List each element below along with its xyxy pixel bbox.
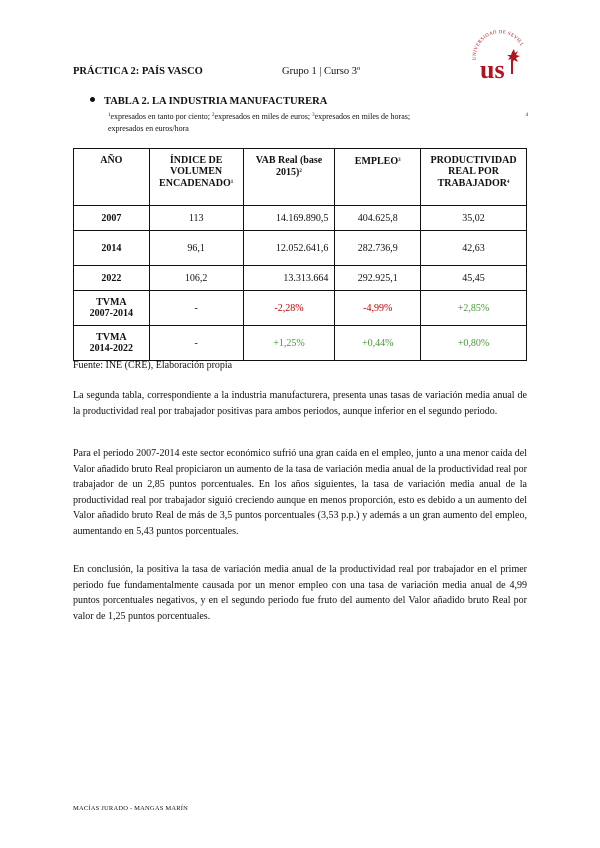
table-cell: +1,25% [243,326,335,361]
table-cell: +0,80% [421,326,527,361]
group-course: Grupo 1 | Curso 3º [282,66,361,77]
table-cell: 113 [149,206,243,231]
table-header-row [74,149,527,206]
logo-text: UNIVERSIDAD DE SEVILL [472,30,525,61]
table-cell: -2,28% [243,291,335,326]
table-cell: 96,1 [149,231,243,266]
col-header-year: AÑO [74,149,150,206]
university-logo [468,30,528,82]
table-cell: 2007 [74,206,150,231]
paragraph-3: En conclusión, la positiva la tasa de variación media anual de la productividad real por trabajador en el primer periodo fue fundamentalmente causada por un menor empleo con una tasa de variación media anual de 4,99 puntos porcentuales negativos, y en el segundo periodo fue fruto del aumento del Valor añadido bruto Real por valor de 1,25 puntos porcentuales. [73,564,527,622]
table-row [74,206,527,231]
table-row [74,231,527,266]
table-cell: 404.625,8 [335,206,421,231]
table-row [74,266,527,291]
table-cell: 106,2 [149,266,243,291]
table-cell: 42,63 [421,231,527,266]
table-cell: +2,85% [421,291,527,326]
col-header-vab: VAB Real (base 2015)$^2$ [243,149,335,206]
table-row-tvma [74,326,527,361]
table-cell: 12.052.641,6 [243,231,335,266]
table-row-tvma [74,291,527,326]
table-cell: 14.169.890,5 [243,206,335,231]
table-cell: +0,44% [335,326,421,361]
page-footer: MACÍAS JURADO - MANGAS MARÍN [73,805,189,812]
data-table [73,148,527,361]
col-header-productivity: PRODUCTIVIDAD REAL POR TRABAJADOR$^4$ [421,149,527,206]
col-header-index: ÍNDICE DE VOLUMEN ENCADENADO$^1$ [149,149,243,206]
table-cell: -4,99% [335,291,421,326]
table-cell: 2014 [74,231,150,266]
col-header-employment: EMPLEO$^3$ [335,149,421,206]
document-title: PRÁCTICA 2: PAÍS VASCO [73,66,203,77]
table-cell: 292.925,1 [335,266,421,291]
table-cell: 2022 [74,266,150,291]
paragraph-1: La segunda tabla, correspondiente a la industria manufacturera, presenta unas tasas de variación media anual de la productividad real por trabajador positivas para ambos periodos, aunque inferior en el segundo periodo. [73,390,527,417]
logo-emblem-icon [507,49,520,74]
table-notes: $^1$expresados en tanto por ciento; $^2$expresados en miles de euros; $^3$expresados en miles de horas; 4 expresados en euros/hora [108,112,528,133]
bullet-icon [90,97,95,102]
logo-letters: us [480,55,505,82]
table-source: Fuente: INE (CRE), Elaboración propia [73,360,233,371]
table-cell: 13.313.664 [243,266,335,291]
table-cell: 35,02 [421,206,527,231]
table-cell: 282.736,9 [335,231,421,266]
section-heading: TABLA 2. LA INDUSTRIA MANUFACTURERA [90,96,327,107]
table-cell: TVMA 2007-2014 [74,291,150,326]
table-cell: - [149,291,243,326]
table-cell: TVMA 2014-2022 [74,326,150,361]
table-cell: - [149,326,243,361]
table-cell: 45,45 [421,266,527,291]
paragraph-2: Para el periodo 2007-2014 este sector económico sufrió una gran caída en el empleo, junto a una menor caída del Valor añadido bruto Real propiciaron un aumento de la tasa de variación media anual de la productividad real por trabajador de un 2,85 puntos porcentuales. En los años siguientes, la tasa de variación media anual de la productividad real por trabajador siguió creciendo aunque en menos proporción, esto es debido a un aumento del Valor añadido bruto Real de más de 3,5 puntos porcentuales (3,53 p.p.) y además a un gran aumento del empleo, aumentando en 5,43 puntos porcentuales. [73,448,527,537]
